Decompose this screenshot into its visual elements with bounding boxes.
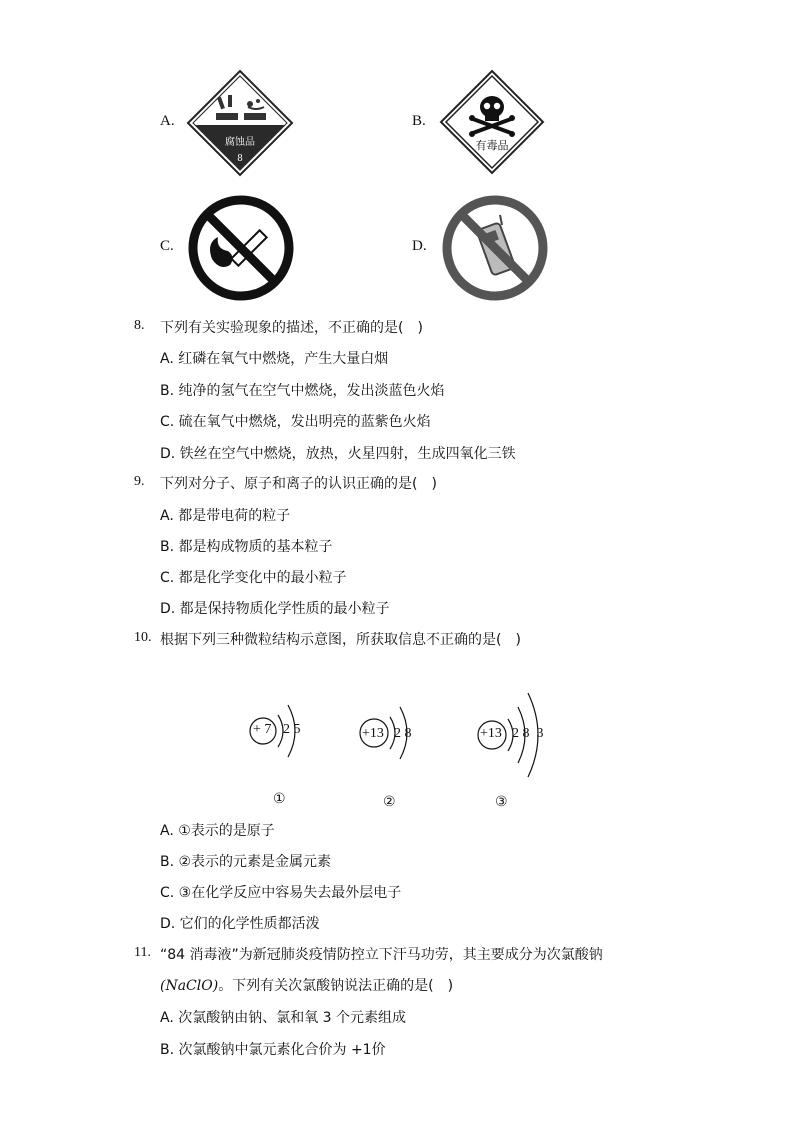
- toxic-sign: [439, 69, 545, 175]
- atom-3-label: ③: [495, 794, 508, 810]
- question-11-stem-line2-text: 。下列有关次氯酸钠说法正确的是( ): [218, 978, 454, 994]
- question-9-stem: 下列对分子、原子和离子的认识正确的是( ): [160, 476, 437, 492]
- atom-2-label: ②: [383, 794, 396, 810]
- corrosive-sign: [186, 69, 294, 177]
- question-8-option-a: A. 红磷在氧气中燃烧，产生大量白烟: [160, 351, 389, 367]
- question-10-option-a: A. ①表示的是原子: [160, 823, 275, 839]
- no-mobile-phone-sign: [440, 193, 550, 303]
- question-8-stem: 下列有关实验现象的描述，不正确的是( ): [160, 320, 423, 336]
- option-a-letter: A.: [160, 113, 175, 129]
- question-10-option-c: C. ③在化学反应中容易失去最外层电子: [160, 885, 402, 901]
- no-smoking-sign: [186, 193, 296, 303]
- question-8-option-b: B. 纯净的氢气在空气中燃烧，发出淡蓝色火焰: [160, 383, 445, 399]
- question-9-option-b: B. 都是构成物质的基本粒子: [160, 539, 333, 555]
- question-8-option-c: C. 硫在氧气中燃烧，发出明亮的蓝紫色火焰: [160, 414, 431, 430]
- corrosive-sign-class: 8: [237, 154, 243, 164]
- option-b-letter: B.: [412, 113, 426, 129]
- atom-2-shells: 2 8: [394, 726, 412, 741]
- atom-diagram-1: [240, 695, 320, 775]
- question-10-option-d: D. 它们的化学性质都活泼: [160, 916, 320, 932]
- option-c-letter: C.: [160, 238, 174, 254]
- atom-1-nucleus: + 7: [253, 722, 272, 737]
- toxic-sign-text: 有毒品: [475, 139, 509, 152]
- atom-3-shells: 2 8 3: [512, 726, 544, 741]
- question-11-stem-line2: [160, 975, 453, 995]
- question-11-stem-line1: “84 消毒液”为新冠肺炎疫情防控立下汗马功劳，其主要成分为次氯酸钠: [160, 947, 603, 963]
- atom-1-label: ①: [273, 791, 286, 807]
- option-d-letter: D.: [412, 238, 427, 254]
- atom-2-nucleus: +13: [362, 726, 384, 741]
- question-10-option-b: B. ②表示的元素是金属元素: [160, 854, 332, 870]
- question-8-option-d: D. 铁丝在空气中燃烧，放热，火星四射，生成四氧化三铁: [160, 446, 516, 462]
- question-11-option-b: B. 次氯酸钠中氯元素化合价为 +1价: [160, 1042, 386, 1058]
- naclo-formula: (NaClO): [160, 978, 219, 994]
- question-9-option-d: D. 都是保持物质化学性质的最小粒子: [160, 601, 390, 617]
- corrosive-sign-text: 腐蚀品: [225, 137, 255, 148]
- question-10-stem: 根据下列三种微粒结构示意图，所获取信息不正确的是( ): [160, 632, 521, 648]
- question-9-number: 9.: [134, 474, 145, 489]
- atom-1-shells: 2 5: [283, 722, 301, 737]
- question-9-option-c: C. 都是化学变化中的最小粒子: [160, 570, 347, 586]
- question-8-number: 8.: [134, 318, 145, 333]
- question-11-option-a: A. 次氯酸钠由钠、氯和氧 3 个元素组成: [160, 1010, 407, 1026]
- atom-3-nucleus: +13: [480, 726, 502, 741]
- question-11-number: 11.: [134, 945, 151, 960]
- question-10-number: 10.: [134, 630, 152, 645]
- question-9-option-a: A. 都是带电荷的粒子: [160, 508, 291, 524]
